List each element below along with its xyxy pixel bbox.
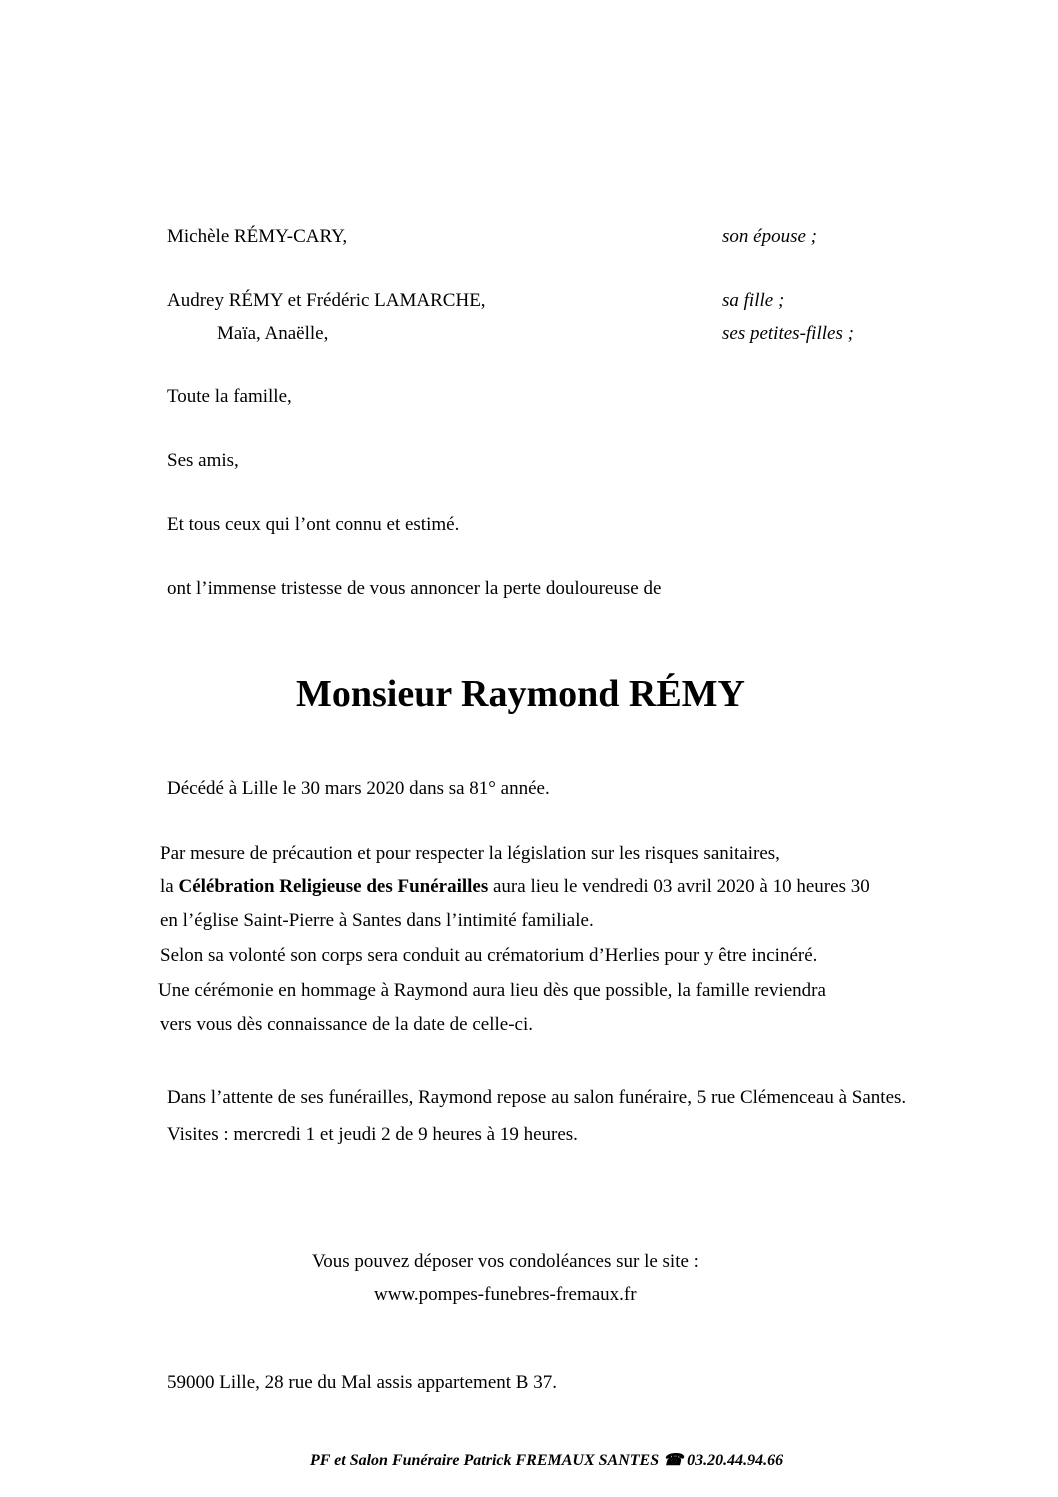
condolences-text: Vous pouvez déposer vos condoléances sur le site : — [312, 1251, 699, 1272]
footer: PF et Salon Funéraire Patrick FREMAUX SANTES ☎ 03.20.44.94.66 — [310, 1452, 784, 1469]
family-name-1: Michèle RÉMY-CARY, — [167, 226, 348, 247]
body-line-1: Par mesure de précaution et pour respecter la législation sur les risques sanitaires, — [160, 843, 780, 864]
body-line-6: vers vous dès connaissance de la date de celle-ci. — [160, 1014, 533, 1035]
family-relation-1: son épouse ; — [722, 226, 817, 247]
others-1: Toute la famille, — [167, 386, 292, 407]
family-relation-3: ses petites-filles ; — [722, 323, 854, 344]
condolences-url[interactable]: www.pompes-funebres-fremaux.fr — [374, 1284, 637, 1305]
announcement: ont l’immense tristesse de vous annoncer la perte douloureuse de — [167, 578, 662, 599]
deceased-name: Monsieur Raymond RÉMY — [296, 673, 745, 715]
others-2: Ses amis, — [167, 450, 239, 471]
others-3: Et tous ceux qui l’ont connu et estimé. — [167, 514, 460, 535]
body-line-4: Selon sa volonté son corps sera conduit au crématorium d’Herlies pour y être incinéré. — [160, 945, 818, 966]
family-name-2: Audrey RÉMY et Frédéric LAMARCHE, — [167, 290, 486, 311]
death-line: Décédé à Lille le 30 mars 2020 dans sa 81° année. — [167, 778, 550, 799]
body-line-3: en l’église Saint-Pierre à Santes dans l’intimité familiale. — [160, 910, 594, 931]
body-line-5: Une cérémonie en hommage à Raymond aura lieu dès que possible, la famille reviendra — [158, 980, 826, 1001]
phone-icon: ☎ — [663, 1452, 684, 1469]
wake-line-2: Visites : mercredi 1 et jeudi 2 de 9 heures à 19 heures. — [167, 1124, 578, 1145]
body-line-2: la Célébration Religieuse des Funérailles aura lieu le vendredi 03 avril 2020 à 10 heures 30 — [160, 876, 870, 897]
wake-line-1: Dans l’attente de ses funérailles, Raymond repose au salon funéraire, 5 rue Clémenceau à Santes. — [167, 1087, 907, 1108]
family-relation-2: sa fille ; — [722, 290, 785, 311]
address: 59000 Lille, 28 rue du Mal assis appartement B 37. — [167, 1372, 557, 1393]
family-name-3: Maïa, Anaëlle, — [217, 323, 329, 344]
